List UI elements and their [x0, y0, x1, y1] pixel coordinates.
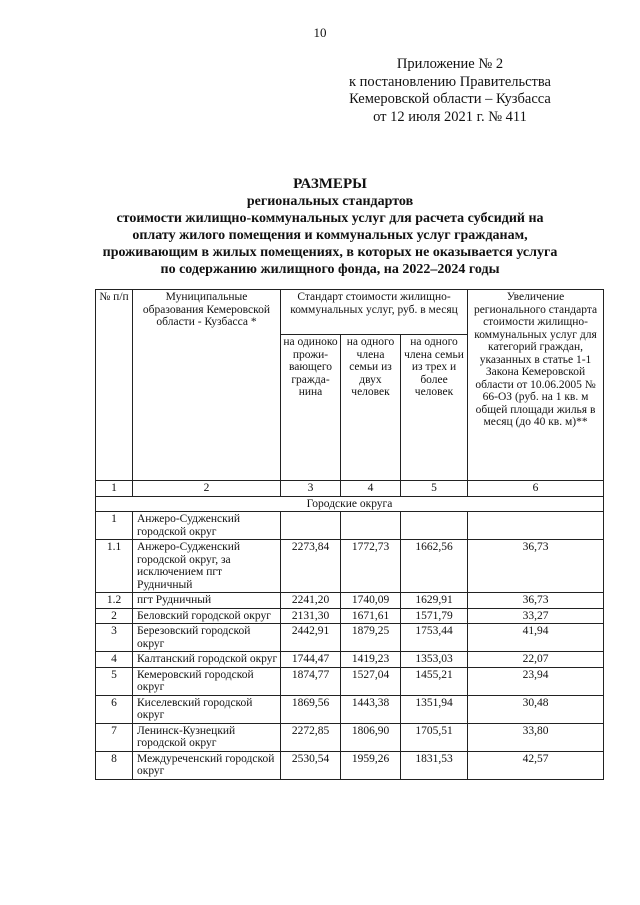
header-row-1 [96, 290, 604, 335]
row-num: 2 [96, 608, 133, 624]
row-num: 7 [96, 723, 133, 751]
row-num: 4 [96, 652, 133, 668]
index-cell: 2 [133, 481, 281, 497]
row-two: 1959,26 [341, 751, 401, 779]
row-single: 2241,20 [281, 593, 341, 609]
index-cell: 4 [341, 481, 401, 497]
table-row [96, 624, 604, 652]
row-single: 2273,84 [281, 540, 341, 593]
index-cell: 5 [401, 481, 468, 497]
section-row [96, 496, 604, 512]
row-num: 8 [96, 751, 133, 779]
header-three: на одного члена семьи из трех и более человек [401, 335, 468, 481]
row-two: 1772,73 [341, 540, 401, 593]
row-single: 2131,30 [281, 608, 341, 624]
row-increase: 36,73 [468, 540, 604, 593]
table-row [96, 723, 604, 751]
row-two: 1879,25 [341, 624, 401, 652]
document-title [80, 176, 580, 278]
row-name: Анжеро-Судженский городской округ [133, 512, 281, 540]
row-name: пгт Рудничный [133, 593, 281, 609]
appendix-line-1: Приложение № 2 [396, 56, 504, 72]
row-num: 1.2 [96, 593, 133, 609]
row-two: 1671,61 [341, 608, 401, 624]
row-single [281, 512, 341, 540]
row-name: Киселевский городской округ [133, 695, 281, 723]
row-single: 1744,47 [281, 652, 341, 668]
row-name: Междуреченский городской округ [133, 751, 281, 779]
header-increase: Увеличение регионального стандарта стоимости жилищно-коммунальных услуг для категорий граждан, указанных в статье 1-1 Закона Кемеровской области от 10.06.2005 № 66-ОЗ (руб. на 1 кв. м общей площади жилья в месяц (до 40 кв. м)** [468, 290, 604, 481]
header-two: на одного члена семьи из двух человек [341, 335, 401, 481]
table-row [96, 593, 604, 609]
row-three: 1705,51 [401, 723, 468, 751]
row-three: 1353,03 [401, 652, 468, 668]
row-increase [468, 512, 604, 540]
row-name: Анжеро-Судженский городской округ, за исключением пгт Рудничный [133, 540, 281, 593]
row-num: 3 [96, 624, 133, 652]
section-title: Городские округа [96, 496, 604, 512]
row-name: Кемеровский городской округ [133, 667, 281, 695]
row-two: 1419,23 [341, 652, 401, 668]
table-row [96, 695, 604, 723]
row-increase: 23,94 [468, 667, 604, 695]
header-standard: Стандарт стоимости жилищно-коммунальных услуг, руб. в месяц [281, 290, 468, 335]
header-single: на одиноко прожи-вающего гражда-нина [281, 335, 341, 481]
row-two: 1806,90 [341, 723, 401, 751]
row-two: 1740,09 [341, 593, 401, 609]
appendix-header [300, 56, 600, 126]
index-cell: 6 [468, 481, 604, 497]
row-single: 1869,56 [281, 695, 341, 723]
row-increase: 42,57 [468, 751, 604, 779]
table-row [96, 608, 604, 624]
title-line-1: РАЗМЕРЫ [293, 176, 367, 192]
header-municipality: Муниципальные образования Кемеровской области - Кузбасса * [133, 290, 281, 481]
row-num: 6 [96, 695, 133, 723]
title-line-2: региональных стандартов [246, 194, 414, 209]
row-single: 2530,54 [281, 751, 341, 779]
index-cell: 1 [96, 481, 133, 497]
row-single: 1874,77 [281, 667, 341, 695]
row-three [401, 512, 468, 540]
title-line-6: по содержанию жилищного фонда, на 2022–2024 годы [160, 262, 500, 277]
appendix-line-3: Кемеровской области – Кузбасса [349, 91, 551, 107]
row-increase: 33,27 [468, 608, 604, 624]
row-three: 1455,21 [401, 667, 468, 695]
row-three: 1662,56 [401, 540, 468, 593]
title-line-3: стоимости жилищно-коммунальных услуг для расчета субсидий на [116, 211, 544, 226]
row-num: 1 [96, 512, 133, 540]
row-two: 1443,38 [341, 695, 401, 723]
row-three: 1351,94 [401, 695, 468, 723]
row-increase: 30,48 [468, 695, 604, 723]
row-increase: 33,80 [468, 723, 604, 751]
table-row [96, 652, 604, 668]
index-row [96, 481, 604, 497]
row-three: 1571,79 [401, 608, 468, 624]
index-cell: 3 [281, 481, 341, 497]
header-num: № п/п [96, 290, 133, 481]
row-three: 1629,91 [401, 593, 468, 609]
row-three: 1753,44 [401, 624, 468, 652]
appendix-line-2: к постановлению Правительства [349, 73, 551, 90]
row-increase: 22,07 [468, 652, 604, 668]
row-increase: 41,94 [468, 624, 604, 652]
row-name: Ленинск-Кузнецкий городской округ [133, 723, 281, 751]
row-name: Березовский городской округ [133, 624, 281, 652]
appendix-line-4: от 12 июля 2021 г. № 411 [373, 108, 527, 125]
row-three: 1831,53 [401, 751, 468, 779]
row-single: 2442,91 [281, 624, 341, 652]
table-row [96, 540, 604, 593]
row-num: 5 [96, 667, 133, 695]
row-name: Калтанский городской округ [133, 652, 281, 668]
row-single: 2272,85 [281, 723, 341, 751]
row-name: Беловский городской округ [133, 608, 281, 624]
page-number: 10 [313, 25, 327, 40]
table-row [96, 512, 604, 540]
rates-table [95, 289, 604, 780]
row-increase: 36,73 [468, 593, 604, 609]
title-line-5: проживающим в жилых помещениях, в которых не оказывается услуга [102, 245, 558, 260]
row-num: 1.1 [96, 540, 133, 593]
table-row [96, 667, 604, 695]
row-two [341, 512, 401, 540]
title-line-4: оплату жилого помещения и коммунальных услуг гражданам, [132, 228, 528, 243]
row-two: 1527,04 [341, 667, 401, 695]
table-row [96, 751, 604, 779]
